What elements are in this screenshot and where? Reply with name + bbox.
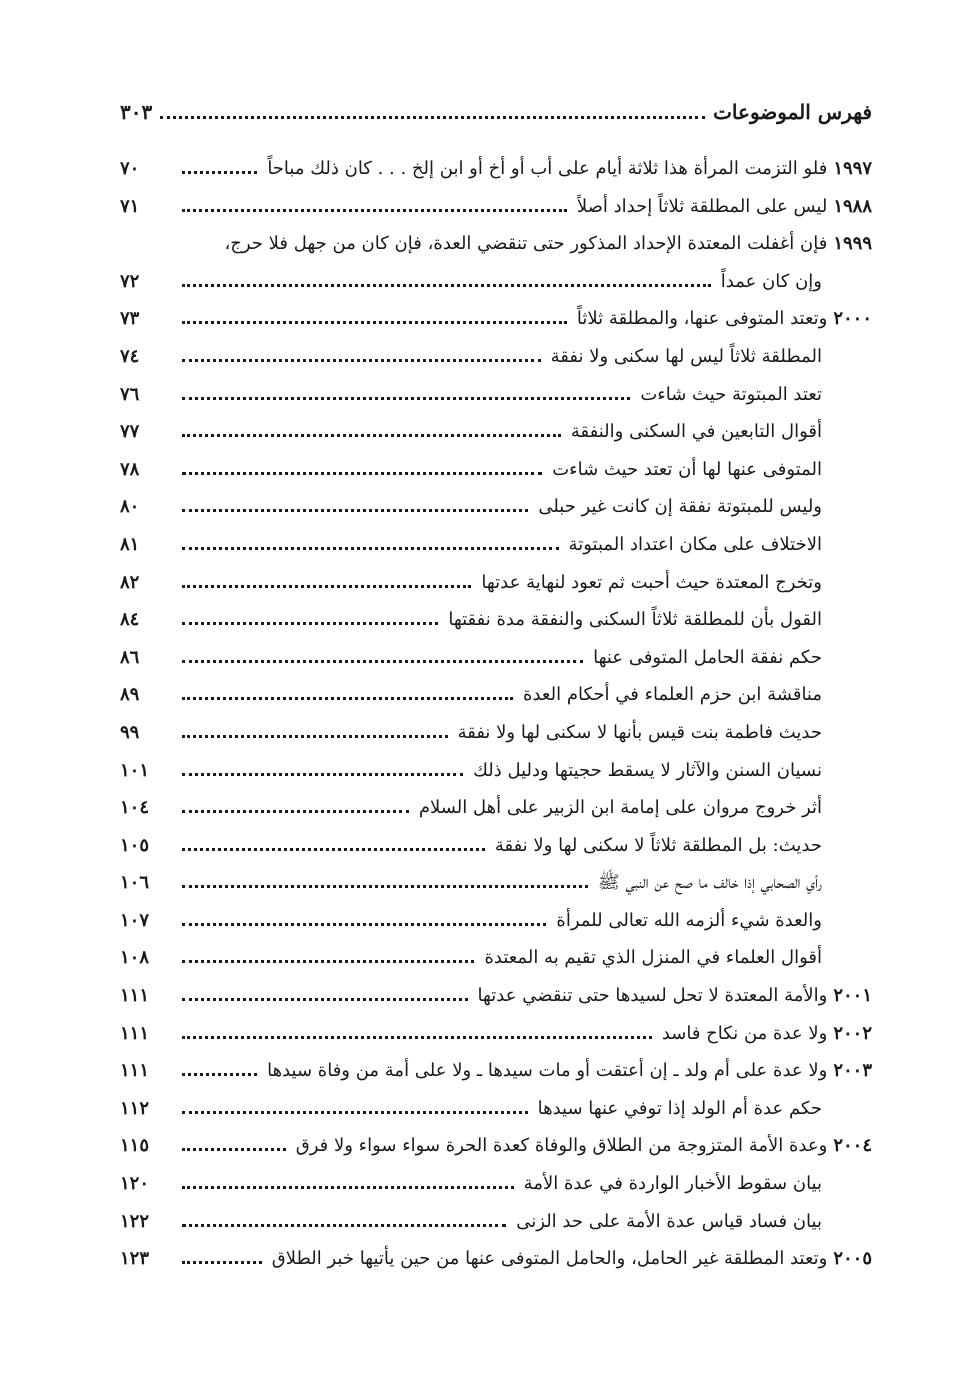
entry-title: وليس للمبتوتة نفقة إن كانت غير حبلى <box>538 496 822 518</box>
page-header <box>120 100 872 150</box>
entry-title: أقوال التابعين في السكنى والنفقة <box>570 421 822 443</box>
dot-leader <box>182 735 448 738</box>
toc-entry <box>120 488 872 526</box>
entry-title: فلو التزمت المرأة هذا ثلاثة أيام على أب أو أخ أو ابن إلخ . . . كان ذلك مباحاً <box>267 158 828 179</box>
entry-title: بيان سقوط الأخبار الواردة في عدة الأمة <box>523 1173 822 1195</box>
entry-number: ٢٠٠٢ <box>833 1022 872 1044</box>
toc-entry <box>120 300 872 338</box>
entry-page-number: ٨٢ <box>120 571 140 593</box>
entry-title: القول بأن للمطلقة ثلاثاً السكنى والنفقة مدة نفقتها <box>448 609 822 631</box>
toc-entry <box>120 1240 872 1278</box>
toc-entry <box>120 1203 872 1241</box>
toc-entry <box>120 601 872 639</box>
entry-title: والعدة شيء ألزمه الله تعالى للمرأة <box>556 909 822 931</box>
dot-leader <box>182 1148 286 1151</box>
dot-leader <box>182 397 630 400</box>
dot-leader <box>182 509 528 512</box>
entry-number: ٢٠٠٥ <box>833 1248 872 1270</box>
dot-leader <box>182 585 471 588</box>
contents-list <box>120 150 872 1278</box>
dot-leader <box>182 472 542 475</box>
dot-leader <box>182 923 546 926</box>
entry-page-number: ٧٠ <box>120 158 140 179</box>
entry-number: ١٩٨٨ <box>833 195 872 217</box>
entry-number: ٢٠٠٣ <box>833 1060 872 1082</box>
toc-entry <box>120 1090 872 1128</box>
dot-leader <box>182 1261 262 1264</box>
toc-entry <box>120 150 872 188</box>
toc-entry <box>120 225 872 263</box>
entry-title: وعدة الأمة المتزوجة من الطلاق والوفاة كعدة الحرة سواء سواء ولا فرق <box>295 1135 828 1157</box>
entry-page-number: ١١١ <box>120 1060 150 1082</box>
toc-entry <box>120 902 872 940</box>
entry-page-number: ١٠٥ <box>120 834 150 856</box>
entry-page-number: ١٢٢ <box>120 1210 150 1232</box>
dot-leader <box>182 660 583 663</box>
dot-leader <box>182 697 513 700</box>
entry-title: ولا عدة من نكاح فاسد <box>661 1022 828 1044</box>
table-of-contents-page <box>120 100 872 1278</box>
toc-entry <box>120 789 872 827</box>
entry-page-number: ٧٨ <box>120 458 140 480</box>
entry-title: وتخرج المعتدة حيث أحبت ثم تعود لنهاية عدتها <box>481 571 822 593</box>
toc-entry <box>120 977 872 1015</box>
entry-title: فإن أغفلت المعتدة الإحداد المذكور حتى تنقضي العدة، فإن كان من جهل فلا حرج، <box>224 233 828 255</box>
entry-page-number: ١٠٤ <box>120 797 150 819</box>
entry-title: رأي الصحابي إذا خالف ما صح عن النبي ﷺ <box>597 872 822 894</box>
dot-leader <box>182 848 485 851</box>
toc-entry <box>120 714 872 752</box>
entry-title: أقوال العلماء في المنزل الذي تقيم به المعتدة <box>484 947 822 969</box>
dot-leader <box>182 1186 514 1189</box>
entry-page-number: ٧٣ <box>120 308 140 330</box>
dot-leader <box>182 1224 506 1227</box>
dot-leader <box>182 622 438 625</box>
entry-title: ولا عدة على أم ولد ـ إن أعتقت أو مات سيدها ـ ولا على أمة من وفاة سيدها <box>267 1060 828 1082</box>
entry-title: والأمة المعتدة لا تحل لسيدها حتى تنقضي عدتها <box>477 985 828 1007</box>
entry-page-number: ١١٥ <box>120 1135 150 1157</box>
entry-page-number: ٨٤ <box>120 609 140 631</box>
entry-title: وإن كان عمداً <box>720 270 822 292</box>
toc-entry <box>120 827 872 865</box>
entry-page-number: ٧٦ <box>120 383 140 405</box>
entry-page-number: ٨٠ <box>120 496 140 518</box>
entry-page-number: ٨٩ <box>120 684 140 706</box>
toc-entry <box>120 1127 872 1165</box>
dot-leader <box>182 284 711 287</box>
dot-leader <box>182 998 468 1001</box>
entry-page-number: ٧٤ <box>120 345 140 367</box>
entry-title: ليس على المطلقة ثلاثاً إحداد أصلاً <box>576 195 828 217</box>
entry-title: بيان فساد قياس عدة الأمة على حد الزنى <box>516 1210 822 1232</box>
entry-number: ١٩٩٩ <box>833 233 872 255</box>
entry-title: المطلقة ثلاثاً ليس لها سكنى ولا نفقة <box>550 345 822 367</box>
entry-page-number: ١١١ <box>120 1022 150 1044</box>
dot-leader <box>182 359 541 362</box>
entry-number: ١٩٩٧ <box>833 158 872 179</box>
toc-entry <box>120 564 872 602</box>
toc-entry <box>120 376 872 414</box>
page-title: فهرس الموضوعات <box>713 100 872 124</box>
dot-leader <box>160 116 705 119</box>
toc-entry <box>120 939 872 977</box>
entry-page-number: ١١١ <box>120 985 150 1007</box>
toc-entry <box>120 1052 872 1090</box>
dot-leader <box>182 1073 257 1076</box>
toc-entry <box>120 752 872 790</box>
entry-number: ٢٠٠٤ <box>833 1135 872 1157</box>
entry-page-number: ٨١ <box>120 533 140 555</box>
dot-leader <box>182 209 567 212</box>
dot-leader <box>182 321 567 324</box>
toc-entry <box>120 864 872 902</box>
dot-leader <box>182 885 588 888</box>
entry-page-number: ٧١ <box>120 195 140 217</box>
entry-number: ٢٠٠١ <box>833 985 872 1007</box>
dot-leader <box>182 171 257 174</box>
entry-page-number: ١١٢ <box>120 1097 150 1119</box>
toc-entry <box>120 1165 872 1203</box>
page-number: ٣٠٣ <box>120 100 153 124</box>
entry-page-number: ٨٦ <box>120 646 140 668</box>
toc-entry <box>120 263 872 301</box>
entry-number: ٢٠٠٠ <box>833 308 872 330</box>
entry-title: وتعتد المطلقة غير الحامل، والحامل المتوفى عنها من حين يأتيها خبر الطلاق <box>271 1248 828 1270</box>
entry-page-number: ١٢٣ <box>120 1248 150 1270</box>
entry-page-number: ١٢٠ <box>120 1173 150 1195</box>
entry-page-number: ٩٩ <box>120 721 140 743</box>
toc-entry <box>120 188 872 226</box>
toc-entry <box>120 676 872 714</box>
dot-leader <box>182 773 463 776</box>
toc-entry <box>120 451 872 489</box>
toc-entry <box>120 413 872 451</box>
dot-leader <box>182 810 409 813</box>
entry-page-number: ١٠٦ <box>120 872 150 894</box>
toc-entry <box>120 526 872 564</box>
entry-title: أثر خروج مروان على إمامة ابن الزبير على أهل السلام <box>418 797 822 819</box>
entry-page-number: ١٠٧ <box>120 909 150 931</box>
entry-title: الاختلاف على مكان اعتداد المبتوتة <box>568 533 822 555</box>
entry-title: حكم نفقة الحامل المتوفى عنها <box>593 646 822 668</box>
entry-page-number: ٧٢ <box>120 270 140 292</box>
entry-title: مناقشة ابن حزم العلماء في أحكام العدة <box>523 684 822 706</box>
dot-leader <box>182 434 561 437</box>
toc-entry <box>120 1015 872 1053</box>
toc-entry <box>120 338 872 376</box>
entry-page-number: ١٠١ <box>120 759 150 781</box>
dot-leader <box>182 960 474 963</box>
dot-leader <box>182 1036 652 1039</box>
entry-title: حديث فاطمة بنت قيس بأنها لا سكنى لها ولا نفقة <box>457 721 822 743</box>
entry-title: وتعتد المتوفى عنها، والمطلقة ثلاثاً <box>576 308 828 330</box>
entry-page-number: ٧٧ <box>120 421 140 443</box>
entry-title: حكم عدة أم الولد إذا توفي عنها سيدها <box>537 1097 822 1119</box>
dot-leader <box>182 547 559 550</box>
entry-title: حديث: بل المطلقة ثلاثاً لا سكنى لها ولا نفقة <box>494 834 822 856</box>
dot-leader <box>182 1111 528 1114</box>
entry-title: المتوفى عنها لها أن تعتد حيث شاءت <box>552 458 822 480</box>
entry-title: نسيان السنن والآثار لا يسقط حجيتها ودليل ذلك <box>473 759 822 781</box>
toc-entry <box>120 639 872 677</box>
entry-page-number: ١٠٨ <box>120 947 150 969</box>
entry-title: تعتد المبتوتة حيث شاءت <box>640 383 822 405</box>
